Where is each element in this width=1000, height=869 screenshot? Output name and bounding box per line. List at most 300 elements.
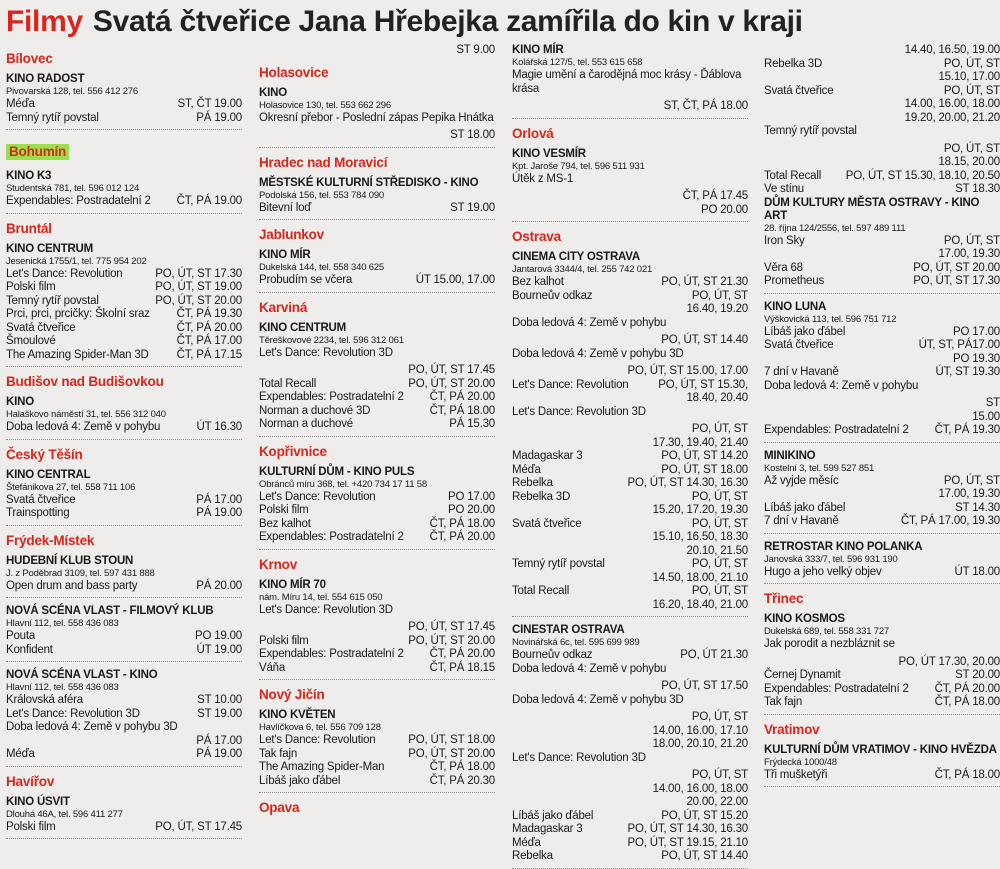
showtime-row	[512, 585, 748, 599]
showtime: PO, ÚT 21.30	[680, 649, 748, 663]
showtime-row	[512, 518, 748, 532]
showtime: PO, ÚT, ST 14.30, 16.30	[628, 823, 748, 837]
city-heading: Bílovec	[6, 51, 242, 67]
showtime: ÚT 16.30	[197, 421, 243, 435]
film-title	[512, 572, 649, 586]
showtime-row	[764, 248, 1000, 262]
showtime-row	[6, 268, 242, 282]
section-label: Filmy	[6, 5, 83, 38]
cinema-address: Dukelská 689, tel. 558 331 727	[764, 626, 1000, 637]
film-title: Total Recall	[259, 378, 404, 392]
film-title: Expendables: Postradatelní 2	[764, 424, 931, 438]
showtime: PO, ÚT, ST 20.00	[913, 262, 1000, 276]
showtime: 15.00	[972, 411, 1000, 425]
cinema-name: KULTURNÍ DŮM VRATIMOV - KINO HVĚZDA	[764, 744, 1000, 757]
showtime: PO, ÚT, ST 17.50	[661, 680, 748, 694]
showtime: PO, ÚT, ST	[692, 491, 748, 505]
film-title: Polski film	[259, 635, 404, 649]
film-title: Expendables: Postradatelní 2	[259, 531, 426, 545]
cinema-address: Kostelní 3, tel. 599 527 851	[764, 463, 1000, 474]
cinema-address: Pivovarská 128, tel. 556 412 276	[6, 86, 242, 97]
showtime-row	[764, 85, 1000, 99]
showtime: PO 20.00	[701, 204, 748, 218]
showtime: PO, ÚT, ST 15.30, 18.10, 20.50	[846, 170, 1000, 184]
cinema-listing	[512, 624, 748, 869]
cinema-name: KINO LUNA	[764, 301, 1000, 314]
cinema-listing	[259, 709, 495, 793]
cinema-listing	[6, 243, 242, 368]
cinema-address: Dukelská 144, tel. 558 340 625	[259, 262, 495, 273]
film-title: Váňa	[259, 662, 426, 676]
film-title	[764, 353, 949, 367]
showtime: 15.20, 17.20, 19.30	[653, 504, 748, 518]
film-title	[512, 392, 682, 406]
showtime-row	[6, 630, 242, 644]
showtime: PO, ÚT, ST	[692, 558, 748, 572]
cinema-address: Janovská 333/7, tel. 596 931 190	[764, 554, 1000, 565]
film-title: Doba ledová 4: Země v pohybu 3D	[6, 721, 238, 735]
cinema-name: KINO MÍR 70	[259, 579, 495, 592]
cinema-listing	[6, 170, 242, 214]
showtime-row	[259, 648, 495, 662]
showtime: 16.40, 19.20	[686, 303, 748, 317]
cinema-address: Hlavní 112, tel. 558 436 083	[6, 682, 242, 693]
listing-column-2	[259, 44, 495, 836]
cinema-name: MINIKINO	[764, 450, 1000, 463]
film-title: Prometheus	[764, 275, 909, 289]
showtime-row	[764, 339, 1000, 353]
cinema-listing	[6, 396, 242, 440]
film-title	[512, 738, 649, 752]
showtime: 14.00, 16.00, 18.00	[653, 783, 748, 797]
showtime-row	[512, 406, 748, 437]
showtime: PO, ÚT, ST 14.20	[661, 450, 748, 464]
showtime: ÚT 15.00, 17.00	[416, 274, 495, 288]
showtime: PO, ÚT, ST	[944, 58, 1000, 72]
showtime: PÁ 19.00	[196, 112, 242, 126]
city-heading: Kopřivnice	[259, 444, 495, 460]
showtime-row	[6, 322, 242, 336]
cinema-name: CINEMA CITY OSTRAVA	[512, 251, 748, 264]
showtime-row	[6, 507, 242, 521]
showtime-row	[512, 823, 748, 837]
film-title: Méďa	[6, 98, 173, 112]
showtime: ST 18.00	[450, 129, 495, 143]
showtime: 20.00, 22.00	[686, 796, 748, 810]
showtime: PO, ÚT, ST 18.00	[661, 464, 748, 478]
showtime: PO, ÚT, ST 17.30	[913, 275, 1000, 289]
city-heading: Havířov	[6, 774, 242, 790]
film-title: Expendables: Postradatelní 2	[259, 391, 426, 405]
showtime-row	[512, 796, 748, 810]
showtime-row	[259, 202, 495, 216]
showtime: PÁ 19.00	[196, 507, 242, 521]
film-title: Norman a duchové 3D	[259, 405, 426, 419]
showtime-row	[259, 112, 495, 143]
film-title	[512, 796, 682, 810]
showtime-row	[764, 366, 1000, 380]
showtime-row	[6, 735, 242, 749]
film-title: Šmoulové	[6, 335, 173, 349]
film-title: Hugo a jeho velký objev	[764, 566, 951, 580]
cinema-address: Těreškovové 2234, tel. 596 312 061	[259, 335, 495, 346]
showtime: ČT, PÁ 20.00	[935, 683, 1000, 697]
film-title: Let's Dance: Revolution 3D	[6, 708, 193, 722]
film-title: Let's Dance: Revolution	[512, 379, 654, 393]
city-heading: Opava	[259, 800, 495, 816]
cinema-name: KINO KVĚTEN	[259, 709, 495, 722]
film-title: Svatá čtveřice	[6, 322, 173, 336]
showtime: PO, ÚT, ST 17.45	[408, 621, 495, 635]
showtime-row	[6, 335, 242, 349]
showtime: 14.00, 16.00, 18.00	[764, 98, 1000, 112]
film-title: Let's Dance: Revolution 3D	[259, 347, 495, 361]
film-title: Tak fajn	[764, 696, 931, 710]
showtime-row	[512, 173, 748, 204]
showtime-row	[764, 275, 1000, 289]
showtime: ST, ČT 19.00	[177, 98, 242, 112]
film-title: Jak porodit a nezbláznit se	[764, 638, 1000, 652]
cinema-name: HUDEBNÍ KLUB STOUN	[6, 555, 242, 568]
film-title: Rebelka	[512, 850, 657, 864]
cinema-address: Holasovice 130, tel. 553 662 296	[259, 100, 495, 111]
film-title: Temný rytíř povstal	[764, 125, 1000, 139]
showtime: PO, ÚT, ST 20.00	[408, 635, 495, 649]
showtime: PO, ÚT, ST	[944, 235, 1000, 249]
film-title: Temný rytíř povstal	[6, 112, 192, 126]
cinema-name: RETROSTAR KINO POLANKA	[764, 541, 1000, 554]
film-title: Líbáš jako ďábel	[512, 810, 657, 824]
cinema-listing	[259, 249, 495, 293]
showtime-row	[6, 281, 242, 295]
showtime: PO, ÚT, ST 15.20	[661, 810, 748, 824]
showtime-row	[259, 635, 495, 649]
showtime-row	[259, 761, 495, 775]
film-title	[512, 437, 649, 451]
showtime-row	[512, 100, 748, 114]
cinema-address: 28. října 124/2556, tel. 597 489 111	[764, 223, 1000, 234]
city-heading: Budišov nad Budišovkou	[6, 374, 242, 390]
showtime: 18.40, 20.40	[686, 392, 748, 406]
showtime: ST 19.00	[450, 202, 495, 216]
showtime: ČT, PÁ 20.00	[177, 322, 242, 336]
showtime-row	[764, 326, 1000, 340]
showtime: ČT, PÁ 17.45	[683, 190, 748, 204]
film-title: Až vyjde měsíc	[764, 475, 940, 489]
showtime: PO, ÚT, ST	[692, 711, 748, 725]
cinema-address: Havlíčkova 6, tel. 556 709 128	[259, 722, 495, 733]
showtime: ST 9.00	[259, 44, 495, 58]
showtime: PO, ÚT, ST	[944, 85, 1000, 99]
film-title: Trainspotting	[6, 507, 192, 521]
showtime: PO, ÚT, ST 15.00, 17.00	[628, 365, 748, 379]
film-title: Útěk z MS-1	[512, 173, 748, 187]
cinema-name: KINO CENTRUM	[6, 243, 242, 256]
showtime-row	[6, 708, 242, 722]
cinema-address: Frýdecká 1000/48	[764, 757, 1000, 768]
showtime: 14.00, 16.00, 17.10	[653, 725, 748, 739]
showtime-row	[512, 694, 748, 725]
showtime-row	[764, 515, 1000, 529]
showtime: ČT, PÁ 18.00	[430, 405, 495, 419]
film-title: Let's Dance: Revolution 3D	[512, 752, 748, 766]
film-title	[512, 204, 697, 218]
showtime: 17.00, 19.30	[938, 488, 1000, 502]
cinema-address: Dlouhá 46A, tel. 596 411 277	[6, 809, 242, 820]
film-title: Temný rytíř povstal	[6, 295, 151, 309]
cinema-listing	[259, 177, 495, 221]
showtime: ÚT, ST, PÁ17.00	[919, 339, 1000, 353]
cinema-address: J. z Poděbrad 3109, tel. 597 431 888	[6, 568, 242, 579]
showtime: 18.00, 20.10, 21.20	[653, 738, 748, 752]
showtime-row	[512, 437, 748, 451]
showtime: ČT, PÁ 20.30	[430, 775, 495, 789]
film-title: Svatá čtveřice	[764, 339, 915, 353]
film-title: Královská aféra	[6, 694, 193, 708]
city-heading: Frýdek-Místek	[6, 533, 242, 549]
showtime-row	[764, 235, 1000, 249]
cinema-listing	[259, 322, 495, 437]
cinema-name: KINO KOSMOS	[764, 613, 1000, 626]
cinema-name: CINESTAR OSTRAVA	[512, 624, 748, 637]
showtime: PO, ÚT, ST 17.30	[155, 268, 242, 282]
film-title: Let's Dance: Revolution	[259, 734, 404, 748]
showtime-row	[512, 69, 748, 100]
cinema-name: KULTURNÍ DŮM - KINO PULS	[259, 466, 495, 479]
showtime: ÚT 18.00	[955, 566, 1000, 580]
film-title: Konfident	[6, 644, 193, 658]
showtime-row	[512, 290, 748, 304]
showtime: ČT, PÁ 17.00, 19.30	[901, 515, 1000, 529]
cinema-name: KINO	[259, 87, 495, 100]
showtime-row	[512, 392, 748, 406]
showtime: PO, ÚT, ST 14.40	[661, 334, 748, 348]
showtime-row	[764, 411, 1000, 425]
showtime: 20.10, 21.50	[686, 545, 748, 559]
film-title: Madagaskar 3	[512, 823, 624, 837]
showtime: PO 20.00	[448, 504, 495, 518]
showtime-row	[512, 558, 748, 572]
showtime-row	[512, 303, 748, 317]
city-heading: Krnov	[259, 557, 495, 573]
showtime-row	[259, 391, 495, 405]
cinema-name: KINO ÚSVIT	[6, 796, 242, 809]
showtime-row	[764, 488, 1000, 502]
cinema-name: NOVÁ SCÉNA VLAST - KINO	[6, 669, 242, 682]
showtime: ST 20.00	[955, 669, 1000, 683]
showtime: PO, ÚT, ST	[944, 143, 1000, 157]
cinema-address: Kolářská 127/5, tel. 553 615 658	[512, 57, 748, 68]
cinema-listing	[6, 605, 242, 662]
showtime: ČT, PÁ 19.30	[935, 424, 1000, 438]
showtime-row	[512, 649, 748, 663]
showtime: 17.00, 19.30	[938, 248, 1000, 262]
showtime: ČT, PÁ 18.00	[935, 769, 1000, 783]
showtime: PO, ÚT, ST 21.30	[661, 276, 748, 290]
showtime: PO, ÚT, ST 19.00	[155, 281, 242, 295]
cinema-address: Obránců míru 368, tel. +420 734 17 11 58	[259, 479, 495, 490]
showtime-row	[259, 378, 495, 392]
showtime-row	[259, 531, 495, 545]
showtime-row	[764, 683, 1000, 697]
showtime: ČT, PÁ 19.30	[177, 308, 242, 322]
showtime: PO, ÚT, ST	[692, 290, 748, 304]
showtime-row	[512, 379, 748, 393]
film-title: Bitevní loď	[259, 202, 446, 216]
cinema-address: Štefánikova 27, tel. 558 711 106	[6, 482, 242, 493]
showtime-row	[259, 274, 495, 288]
showtime-row	[259, 504, 495, 518]
cinema-listing	[259, 466, 495, 550]
film-title: Rebelka	[512, 477, 624, 491]
film-title: Méďa	[512, 464, 657, 478]
showtime: ST, ČT, PÁ 18.00	[664, 100, 748, 114]
film-title: Probudím se včera	[259, 274, 412, 288]
film-title: Pouta	[6, 630, 191, 644]
city-heading: Karviná	[259, 300, 495, 316]
showtime-row	[6, 694, 242, 708]
showtime-row	[512, 810, 748, 824]
cinema-listing	[764, 197, 1000, 294]
showtime: PO 19.00	[195, 630, 242, 644]
showtime-row	[512, 599, 748, 613]
showtime: ČT, PÁ 17.00	[177, 335, 242, 349]
showtime: ČT, PÁ 18.00	[430, 761, 495, 775]
showtime: ÚT 19.00	[197, 644, 243, 658]
film-title: Doba ledová 4: Země v pohybu 3D	[512, 348, 748, 362]
showtime-row	[512, 752, 748, 783]
film-title: Iron Sky	[764, 235, 940, 249]
showtime-row	[259, 491, 495, 505]
film-title: Doba ledová 4: Země v pohybu	[512, 317, 748, 331]
cinema-listing	[512, 148, 748, 223]
cinema-address: Kpt. Jaroše 794, tel. 596 511 931	[512, 161, 748, 172]
showtime: 15.10, 17.00	[764, 71, 1000, 85]
cinema-listing	[764, 450, 1000, 534]
film-title	[764, 248, 934, 262]
cinema-listing	[6, 73, 242, 130]
showtime-row	[6, 644, 242, 658]
film-title: Doba ledová 4: Země v pohybu 3D	[512, 694, 748, 708]
film-title: Líbáš jako ďábel	[259, 775, 426, 789]
cinema-address: Jantarová 3344/4, tel. 255 742 021	[512, 264, 748, 275]
showtime-row	[512, 204, 748, 218]
listing-column-4	[764, 44, 1000, 836]
film-title: Doba ledová 4: Země v pohybu	[6, 421, 193, 435]
page-title: Svatá čtveřice Jana Hřebejka zamířila do kin v kraji	[93, 5, 803, 38]
film-title: Líbáš jako ďábel	[764, 502, 951, 516]
city-heading: Bohumín	[6, 144, 69, 160]
film-title: Tak fajn	[259, 748, 404, 762]
showtime-row	[764, 502, 1000, 516]
film-title: Total Recall	[512, 585, 688, 599]
showtime-row	[259, 734, 495, 748]
showtime-row	[764, 380, 1000, 411]
showtime-row	[6, 308, 242, 322]
cinema-listing	[764, 613, 1000, 715]
showtime: PO, ÚT, ST 20.00	[408, 378, 495, 392]
showtime-row	[6, 721, 242, 735]
film-title: Polski film	[6, 281, 151, 295]
showtime-row	[764, 262, 1000, 276]
cinema-listing	[764, 541, 1000, 585]
cinema-name: KINO VESMÍR	[512, 148, 748, 161]
showtime-row	[259, 748, 495, 762]
showtime: PO, ÚT, ST 17.45	[408, 364, 495, 378]
showtime-row	[6, 748, 242, 762]
showtime-row	[764, 424, 1000, 438]
film-title: Svatá čtveřice	[764, 85, 940, 99]
showtime-row	[512, 663, 748, 694]
film-title: 7 dní v Havaně	[764, 366, 931, 380]
showtime: ST	[986, 397, 1000, 411]
city-heading: Vratimov	[764, 722, 1000, 738]
showtime: PO, ÚT, ST	[692, 518, 748, 532]
showtime: 17.30, 19.40, 21.40	[653, 437, 748, 451]
film-title	[6, 735, 192, 749]
film-title	[512, 725, 649, 739]
showtime-row	[259, 518, 495, 532]
showtime-row	[6, 494, 242, 508]
film-title: Let's Dance: Revolution 3D	[512, 406, 748, 420]
cinema-listing	[6, 669, 242, 767]
showtime: PO 17.00	[953, 326, 1000, 340]
showtime-row	[512, 491, 748, 505]
showtime: 16.20, 18.40, 21.00	[653, 599, 748, 613]
film-title: Let's Dance: Revolution 3D	[259, 604, 495, 618]
showtime: 19.20, 20.00, 21.20	[764, 112, 1000, 126]
showtime: PÁ 19.00	[196, 748, 242, 762]
showtime: ČT, PÁ 20.00	[430, 391, 495, 405]
showtime: PÁ 15.30	[449, 418, 495, 432]
cinema-name: KINO CENTRAL	[6, 469, 242, 482]
showtime: PO, ÚT, ST	[692, 769, 748, 783]
showtime-row	[259, 662, 495, 676]
cinema-listing	[6, 555, 242, 599]
showtime-row	[764, 475, 1000, 489]
film-title: Tři mušketýři	[764, 769, 931, 783]
cinema-name: KINO	[6, 396, 242, 409]
cinema-address: Studentská 781, tel. 596 012 124	[6, 183, 242, 194]
film-title	[512, 599, 649, 613]
cinema-name: KINO MÍR	[512, 44, 748, 57]
cinema-address: Podolská 156, tel. 553 784 090	[259, 190, 495, 201]
showtime-row	[512, 783, 748, 797]
cinema-listing	[512, 44, 748, 119]
city-heading: Nový Jičín	[259, 687, 495, 703]
showtime-row	[764, 696, 1000, 710]
showtime: PO, ÚT, ST	[692, 423, 748, 437]
film-title: Prci, prci, prcičky: Školní sraz	[6, 308, 173, 322]
showtime-row	[764, 669, 1000, 683]
showtime-row	[6, 821, 242, 835]
showtime: ČT, PÁ 20.00	[430, 648, 495, 662]
showtime-row	[512, 348, 748, 379]
showtime-row	[764, 566, 1000, 580]
city-heading: Orlová	[512, 126, 748, 142]
film-title: Total Recall	[764, 170, 842, 184]
listing-column-3	[512, 44, 748, 836]
city-heading: Jablunkov	[259, 227, 495, 243]
film-title: Let's Dance: Revolution	[259, 491, 444, 505]
showtime: 15.10, 16.50, 18.30	[653, 531, 748, 545]
showtime: ČT, PÁ 17.15	[177, 349, 242, 363]
cinema-name: KINO RADOST	[6, 73, 242, 86]
showtime-row	[259, 418, 495, 432]
showtime-row	[764, 125, 1000, 156]
cinema-listing	[764, 301, 1000, 443]
showtime: ČT, PÁ 18.00	[935, 696, 1000, 710]
